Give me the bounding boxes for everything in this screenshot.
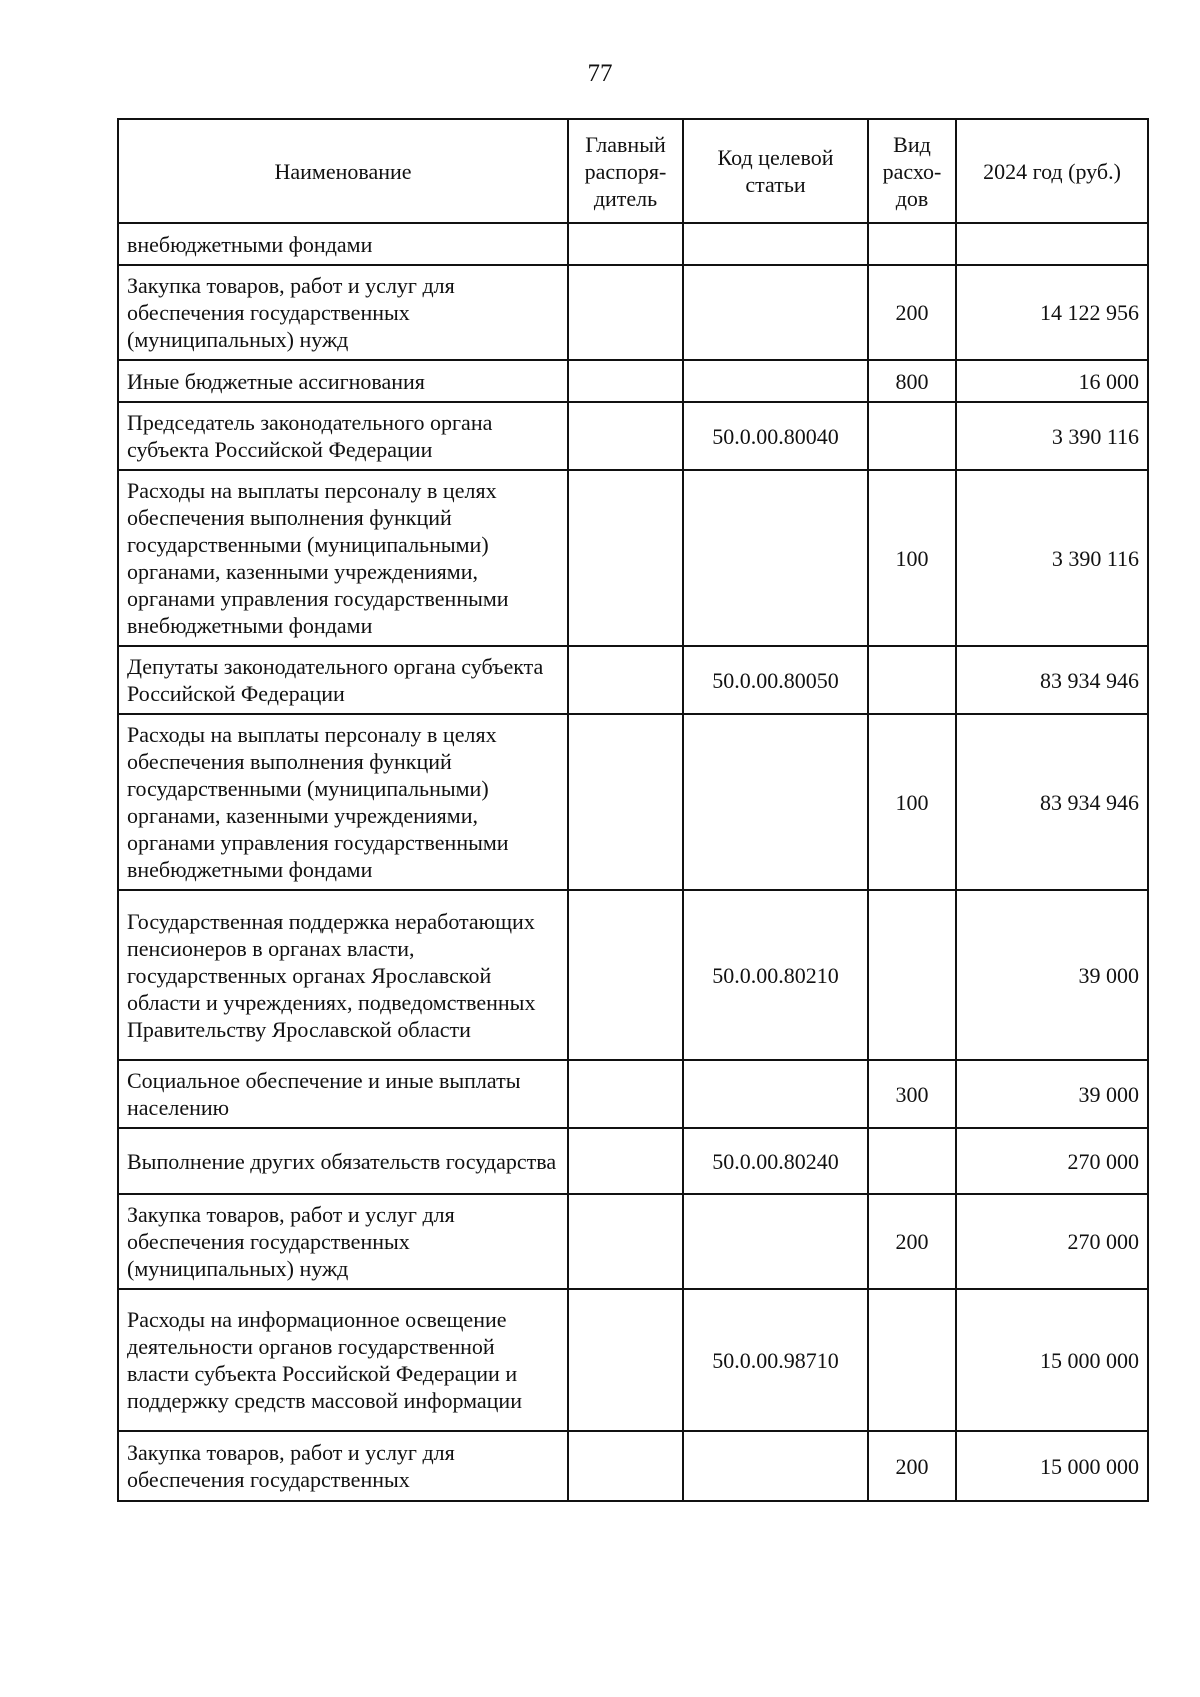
row-name-cell: Иные бюджетные ассигнования [118, 360, 568, 402]
row-name-cell: Депутаты законодательного органа субъекта Российской Федерации [118, 646, 568, 714]
row-expense-type-cell: 200 [868, 1194, 956, 1289]
table-row [118, 402, 1148, 470]
header-main-manager: Главный распоря-дитель [568, 119, 683, 223]
row-main-manager-cell [568, 470, 683, 646]
row-amount-cell: 83 934 946 [956, 646, 1148, 714]
row-target-code-cell [683, 714, 868, 890]
row-target-code-cell: 50.0.00.80210 [683, 890, 868, 1060]
table-row [118, 360, 1148, 402]
row-main-manager-cell [568, 1194, 683, 1289]
row-main-manager-cell [568, 1431, 683, 1501]
table-row [118, 1431, 1148, 1501]
table-row [118, 470, 1148, 646]
row-target-code-cell [683, 1060, 868, 1128]
table-row [118, 1289, 1148, 1431]
row-amount-cell [956, 223, 1148, 265]
row-main-manager-cell [568, 223, 683, 265]
row-name-cell: Расходы на информационное освещение деятельности органов государственной власти субъекта Российской Федерации и поддержку средств массовой информации [118, 1289, 568, 1431]
row-name-cell: Закупка товаров, работ и услуг для обеспечения государственных (муниципальных) нужд [118, 265, 568, 360]
row-amount-cell: 16 000 [956, 360, 1148, 402]
row-main-manager-cell [568, 360, 683, 402]
row-main-manager-cell [568, 1060, 683, 1128]
row-target-code-cell [683, 223, 868, 265]
row-name-cell: Закупка товаров, работ и услуг для обеспечения государственных (муниципальных) нужд [118, 1194, 568, 1289]
row-main-manager-cell [568, 1289, 683, 1431]
header-amount-2024: 2024 год (руб.) [956, 119, 1148, 223]
row-amount-cell: 39 000 [956, 890, 1148, 1060]
row-main-manager-cell [568, 646, 683, 714]
row-main-manager-cell [568, 714, 683, 890]
row-name-cell: Расходы на выплаты персоналу в целях обеспечения выполнения функций государственными (муниципальными) органами, казенными учреждениями, органами управления государственными внебюджетными фондами [118, 470, 568, 646]
page-number: 77 [587, 60, 613, 87]
row-amount-cell: 15 000 000 [956, 1289, 1148, 1431]
table-header-row [118, 119, 1148, 223]
row-target-code-cell [683, 360, 868, 402]
row-main-manager-cell [568, 1128, 683, 1194]
row-expense-type-cell [868, 1128, 956, 1194]
row-target-code-cell [683, 1194, 868, 1289]
table-row [118, 1060, 1148, 1128]
row-main-manager-cell [568, 265, 683, 360]
row-amount-cell: 270 000 [956, 1128, 1148, 1194]
row-amount-cell: 14 122 956 [956, 265, 1148, 360]
row-expense-type-cell: 300 [868, 1060, 956, 1128]
header-target-code: Код целевой статьи [683, 119, 868, 223]
row-expense-type-cell [868, 402, 956, 470]
row-name-cell: Закупка товаров, работ и услуг для обеспечения государственных [118, 1431, 568, 1501]
table-row [118, 1128, 1148, 1194]
header-name: Наименование [118, 119, 568, 223]
row-amount-cell: 39 000 [956, 1060, 1148, 1128]
row-amount-cell: 83 934 946 [956, 714, 1148, 890]
row-target-code-cell [683, 265, 868, 360]
row-amount-cell: 3 390 116 [956, 470, 1148, 646]
row-main-manager-cell [568, 402, 683, 470]
row-target-code-cell: 50.0.00.98710 [683, 1289, 868, 1431]
row-amount-cell: 15 000 000 [956, 1431, 1148, 1501]
row-expense-type-cell: 200 [868, 1431, 956, 1501]
row-expense-type-cell: 800 [868, 360, 956, 402]
row-expense-type-cell [868, 223, 956, 265]
row-name-cell: Расходы на выплаты персоналу в целях обеспечения выполнения функций государственными (муниципальными) органами, казенными учреждениями, органами управления государственными внебюджетными фондами [118, 714, 568, 890]
row-target-code-cell: 50.0.00.80050 [683, 646, 868, 714]
table-row [118, 265, 1148, 360]
row-expense-type-cell [868, 890, 956, 1060]
table-body [118, 223, 1148, 1501]
row-name-cell: Государственная поддержка неработающих пенсионеров в органах власти, государственных органах Ярославской области и учреждениях, подведомственных Правительству Ярославской области [118, 890, 568, 1060]
row-expense-type-cell: 100 [868, 470, 956, 646]
row-target-code-cell: 50.0.00.80040 [683, 402, 868, 470]
row-target-code-cell: 50.0.00.80240 [683, 1128, 868, 1194]
row-name-cell: Социальное обеспечение и иные выплаты населению [118, 1060, 568, 1128]
row-target-code-cell [683, 1431, 868, 1501]
budget-table [117, 118, 1149, 1502]
row-name-cell: внебюджетными фондами [118, 223, 568, 265]
table-row [118, 890, 1148, 1060]
row-expense-type-cell [868, 646, 956, 714]
row-amount-cell: 270 000 [956, 1194, 1148, 1289]
table-row [118, 223, 1148, 265]
table-row [118, 646, 1148, 714]
table-row [118, 714, 1148, 890]
row-name-cell: Председатель законодательного органа субъекта Российской Федерации [118, 402, 568, 470]
row-main-manager-cell [568, 890, 683, 1060]
header-expense-type: Вид расхо-дов [868, 119, 956, 223]
row-expense-type-cell: 100 [868, 714, 956, 890]
table-row [118, 1194, 1148, 1289]
row-expense-type-cell: 200 [868, 265, 956, 360]
row-amount-cell: 3 390 116 [956, 402, 1148, 470]
row-name-cell: Выполнение других обязательств государства [118, 1128, 568, 1194]
row-target-code-cell [683, 470, 868, 646]
row-expense-type-cell [868, 1289, 956, 1431]
